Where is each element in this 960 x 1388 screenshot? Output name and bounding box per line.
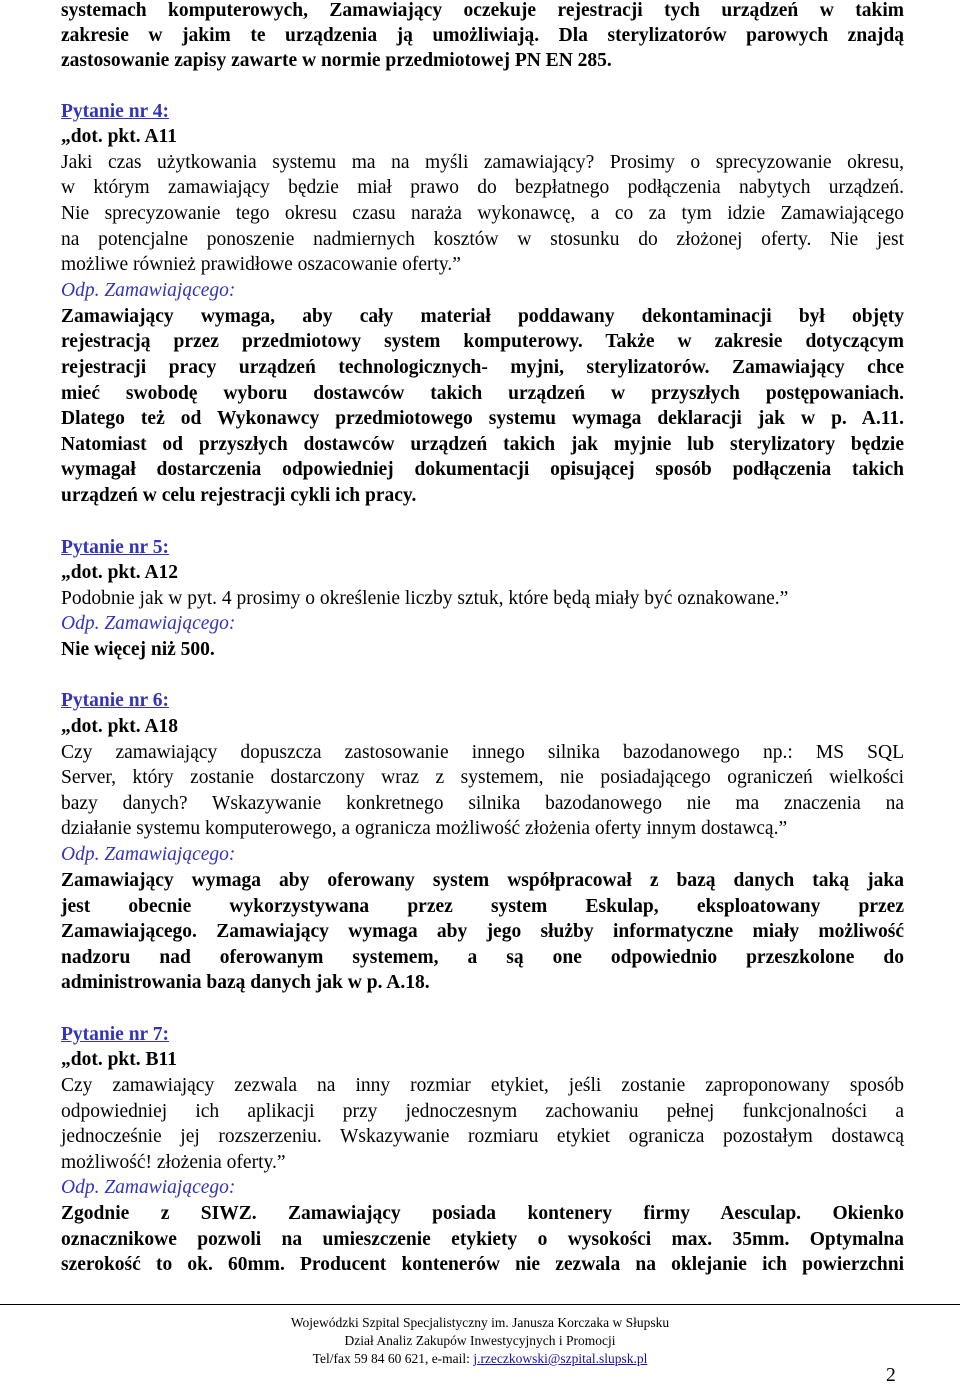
footer-department: Dział Analiz Zakupów Inwestycyjnych i Promocji <box>344 1333 616 1348</box>
answer-label: Odp. Zamawiającego: <box>61 844 236 865</box>
question-text: na potencjalne ponoszenie nadmiernych kosztów w stosunku do złożonej oferty. Nie jest <box>61 229 904 250</box>
answer-text: administrowania bazą danych jak w p. A.18. <box>61 972 430 993</box>
answer-text: Zamawiającego. Zamawiający wymaga aby jego służby informatyczne miały możliwość <box>61 921 904 942</box>
answer-label: Odp. Zamawiającego: <box>61 1177 236 1198</box>
footer-institution: Wojewódzki Szpital Specjalistyczny im. Janusza Korczaka w Słupsku <box>290 1315 670 1330</box>
answer-text: rejestracją przez przedmiotowy system komputerowy. Także w zakresie dotyczącym <box>61 331 904 352</box>
answer-label: Odp. Zamawiającego: <box>61 280 236 301</box>
question-reference: „dot. pkt. B11 <box>61 1049 177 1070</box>
question-heading: Pytanie nr 7: <box>61 1024 169 1045</box>
answer-label: Odp. Zamawiającego: <box>61 613 236 634</box>
question-reference: „dot. pkt. A12 <box>61 562 179 583</box>
question-text: możliwe również prawidłowe oszacowanie oferty.” <box>61 254 461 275</box>
answer-text: Nie więcej niż 500. <box>61 639 215 660</box>
question-reference: „dot. pkt. A11 <box>61 126 177 147</box>
answer-text: szerokość to ok. 60mm. Producent kontenerów nie zezwala na oklejanie ich powierzchni <box>61 1254 904 1275</box>
answer-text: nadzoru nad oferowanym systemem, a są one odpowiednio przeszkolone do <box>61 947 904 968</box>
answer-text: Zamawiający wymaga aby oferowany system współpracował z bazą danych taką jaka <box>61 870 904 891</box>
question-heading: Pytanie nr 6: <box>61 690 169 711</box>
body-line: zakresie w jakim te urządzenia ją umożliwiają. Dla sterylizatorów parowych znajdą <box>61 25 904 46</box>
question-text: bazy danych? Wskazywanie konkretnego silnika bazodanowego nie ma znaczenia na <box>61 793 904 814</box>
question-text: Nie sprecyzowanie tego okresu czasu naraża wykonawcę, a co za tym idzie Zamawiającego <box>61 203 904 224</box>
question-text: działanie systemu komputerowego, a ogranicza możliwość złożenia oferty innym dostawcą.” <box>61 818 788 839</box>
question-heading: Pytanie nr 5: <box>61 537 169 558</box>
question-text: możliwość! złożenia oferty.” <box>61 1152 286 1173</box>
body-line: zastosowanie zapisy zawarte w normie przedmiotowej PN EN 285. <box>61 50 612 71</box>
answer-text: oznacznikowe pozwoli na umieszczenie etykiety o wysokości max. 35mm. Optymalna <box>61 1229 904 1250</box>
question-text: w którym zamawiający będzie miał prawo do bezpłatnego podłączenia nabytych urządzeń. <box>61 177 904 198</box>
footer-divider <box>0 1304 960 1305</box>
question-text: Server, który zostanie dostarczony wraz z systemem, nie posiadającego ograniczeń wielkości <box>61 767 904 788</box>
answer-text: mieć swobodę wyboru dostawców takich urządzeń w przyszłych postępowaniach. <box>61 383 904 404</box>
answer-text: urządzeń w celu rejestracji cykli ich pracy. <box>61 485 417 506</box>
body-line: systemach komputerowych, Zamawiający oczekuje rejestracji tych urządzeń w takim <box>61 0 904 21</box>
question-reference: „dot. pkt. A18 <box>61 716 179 737</box>
email-link[interactable]: j.rzeczkowski@szpital.slupsk.pl <box>473 1351 648 1366</box>
question-text: odpowiedniej ich aplikacji przy jednoczesnym zachowaniu pełnej funkcjonalności a <box>61 1101 904 1122</box>
footer-contact-text: Tel/fax 59 84 60 621, e-mail: <box>312 1351 474 1366</box>
question-text: Czy zamawiający zezwala na inny rozmiar etykiet, jeśli zostanie zaproponowany sposób <box>61 1075 904 1096</box>
question-text: Jaki czas użytkowania systemu ma na myśli zamawiający? Prosimy o sprecyzowanie okresu, <box>61 152 904 173</box>
answer-text: rejestracji pracy urządzeń technologicznych- myjni, sterylizatorów. Zamawiający chce <box>61 357 904 378</box>
footer-contact <box>0 1350 960 1367</box>
answer-text: Dlatego też od Wykonawcy przedmiotowego systemu wymaga deklaracji jak w p. A.11. <box>61 408 904 429</box>
answer-text: Zamawiający wymaga, aby cały materiał poddawany dekontaminacji był objęty <box>61 306 904 327</box>
question-text: jednocześnie jej rozszerzeniu. Wskazywanie rozmiaru etykiet ogranicza pozostałym dostawcą <box>61 1126 904 1147</box>
question-text: Podobnie jak w pyt. 4 prosimy o określenie liczby sztuk, które będą miały być oznakowane.” <box>61 588 789 609</box>
answer-text: Zgodnie z SIWZ. Zamawiający posiada kontenery firmy Aesculap. Okienko <box>61 1203 904 1224</box>
question-text: Czy zamawiający dopuszcza zastosowanie innego silnika bazodanowego np.: MS SQL <box>61 742 904 763</box>
question-heading: Pytanie nr 4: <box>61 101 169 122</box>
answer-text: wymagał dostarczenia odpowiedniej dokumentacji opisującej sposób podłączenia takich <box>61 459 904 480</box>
answer-text: Natomiast od przyszłych dostawców urządzeń takich jak myjnie lub sterylizatory będzie <box>61 434 904 455</box>
page-number: 2 <box>886 1365 896 1386</box>
answer-text: jest obecnie wykorzystywana przez system Eskulap, eksploatowany przez <box>61 896 904 917</box>
